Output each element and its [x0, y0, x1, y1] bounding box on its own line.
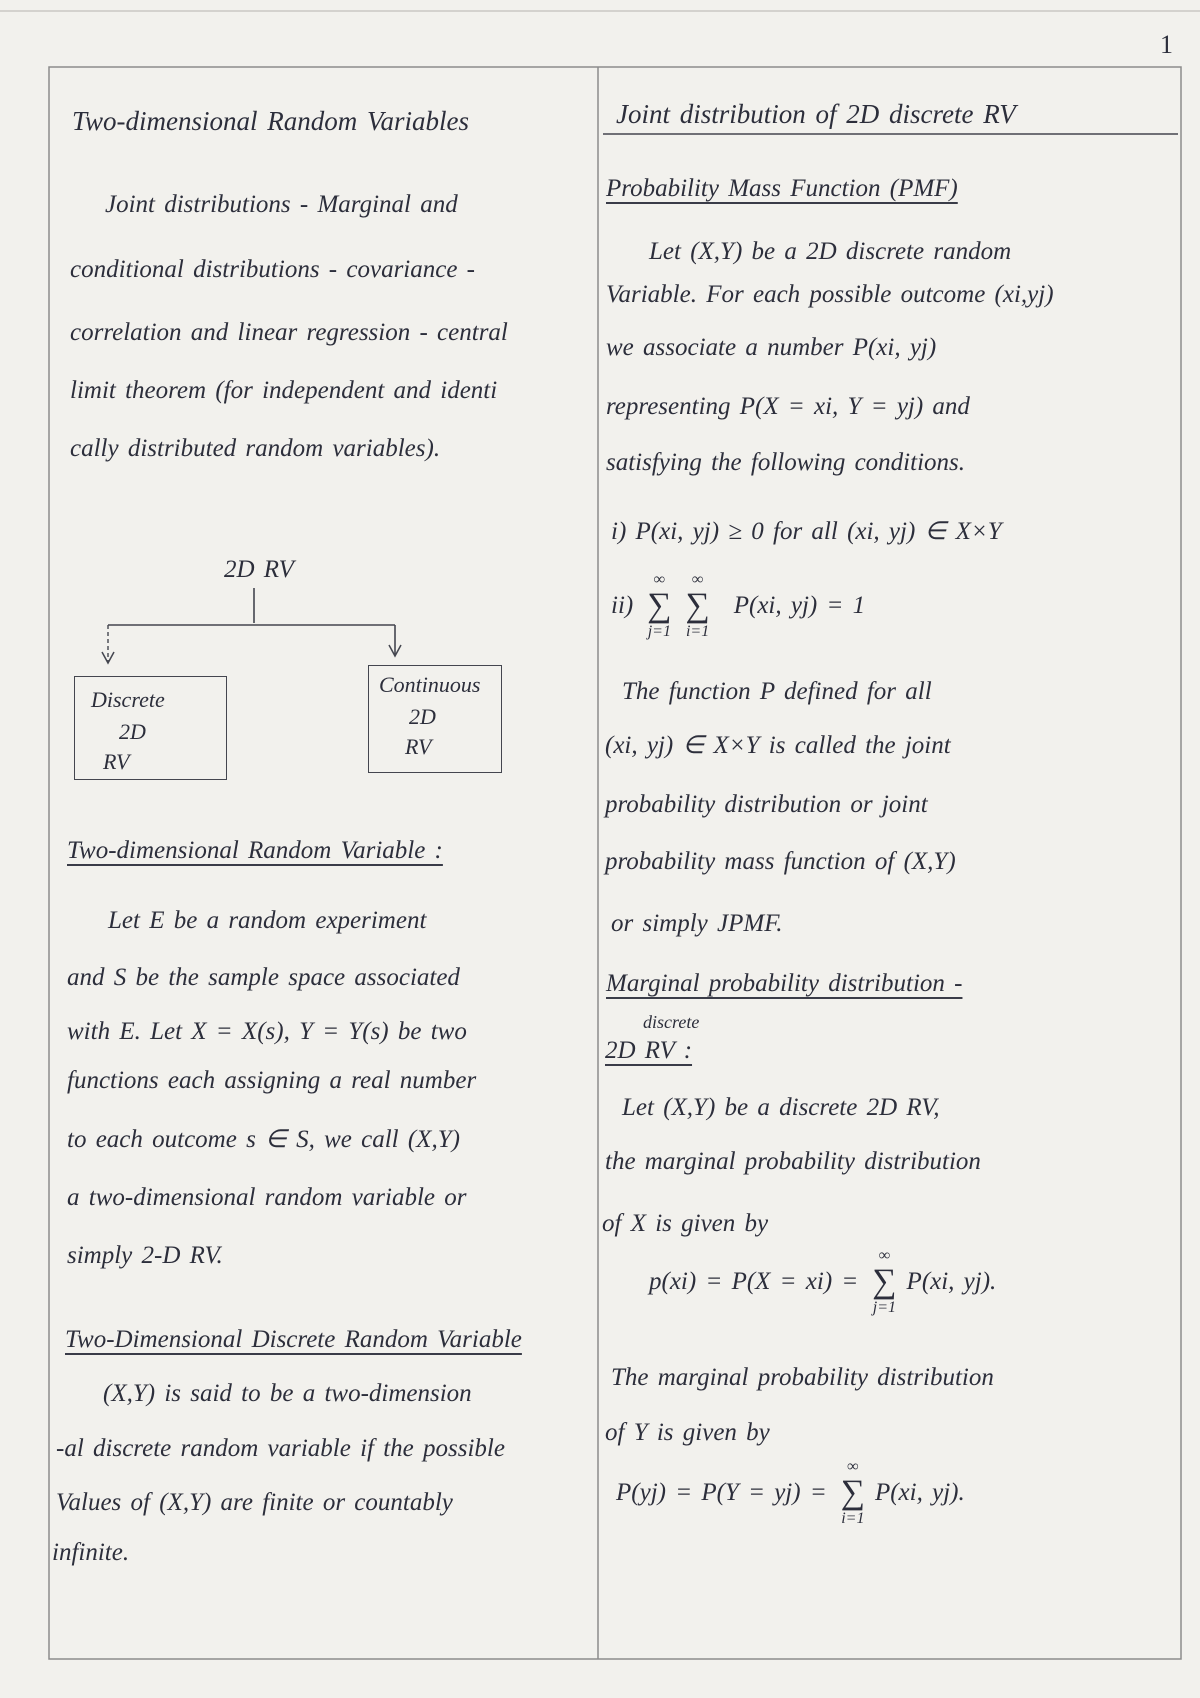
marginal-x-line: Let (X,Y) be a discrete 2D RV, [622, 1094, 940, 1121]
pmf-line: Let (X,Y) be a 2D discrete random [649, 238, 1012, 265]
summation [647, 571, 671, 641]
sum-lower-limit: j=1 [647, 623, 671, 640]
jpmf-line: or simply JPMF. [611, 910, 783, 937]
intro-line: limit theorem (for independent and identi [70, 377, 498, 404]
summation [872, 1247, 896, 1317]
jpmf-line: The function P defined for all [622, 678, 932, 705]
rv-line: and S be the sample space associated [67, 964, 460, 991]
marginal-x-formula [649, 1247, 1006, 1317]
sigma-symbol: ∑ [840, 1474, 865, 1511]
pmf-line: we associate a number P(xi, yj) [606, 334, 937, 361]
intro-line: cally distributed random variables). [70, 435, 441, 462]
discrete-line: infinite. [52, 1539, 130, 1566]
discrete-rv-heading: Two-Dimensional Discrete Random Variable [65, 1326, 522, 1353]
pmf-line: representing P(X = xi, Y = yj) and [606, 393, 970, 420]
sum-upper-limit: ∞ [847, 1458, 859, 1475]
summation [685, 571, 709, 641]
marginal-x-line: of X is given by [602, 1210, 769, 1237]
discrete-line: -al discrete random variable if the possible [56, 1435, 505, 1462]
sum-lower-limit: j=1 [872, 1299, 897, 1316]
sum-upper-limit: ∞ [878, 1247, 891, 1264]
rv-line: to each outcome s ∈ S, we call (X,Y) [67, 1126, 460, 1153]
condition-2-label: ii) [611, 592, 634, 619]
formula-lhs: P(yj) = P(Y = yj) = [616, 1479, 827, 1506]
rv-line: functions each assigning a real number [67, 1067, 477, 1094]
box-line: Discrete [91, 687, 165, 712]
discrete-rv-box [74, 676, 227, 780]
pmf-line: Variable. For each possible outcome (xi,yj) [606, 281, 1054, 308]
marginal-heading: Marginal probability distribution - [606, 970, 963, 997]
diagram-root-label: 2D RV [224, 556, 294, 583]
intro-line: conditional distributions - covariance - [70, 256, 476, 283]
intro-line: correlation and linear regression - central [70, 319, 508, 346]
formula-rhs: P(xi, yj). [874, 1479, 965, 1506]
rv-heading: Two-dimensional Random Variable : [67, 837, 443, 864]
marginal-heading-end: 2D RV : [605, 1037, 693, 1064]
sigma-symbol: ∑ [685, 587, 710, 624]
condition-2-body: P(xi, yj) = 1 [733, 592, 866, 619]
marginal-y-line: The marginal probability distribution [611, 1364, 994, 1391]
marginal-heading-note: discrete [643, 1012, 700, 1032]
sum-lower-limit: i=1 [841, 1510, 865, 1527]
box-line: 2D [119, 719, 146, 744]
pmf-line: satisfying the following conditions. [606, 449, 965, 476]
box-line: 2D [409, 704, 436, 729]
marginal-y-line: of Y is given by [605, 1419, 770, 1446]
rv-line: a two-dimensional random variable or [67, 1184, 467, 1211]
page-number: 1 [1160, 30, 1173, 59]
condition-1: i) P(xi, yj) ≥ 0 for all (xi, yj) ∈ X×Y [611, 518, 1002, 545]
box-line: Continuous [379, 672, 481, 697]
continuous-rv-box [368, 665, 502, 773]
left-title: Two-dimensional Random Variables [72, 106, 469, 136]
discrete-line: (X,Y) is said to be a two-dimension [103, 1380, 472, 1407]
summation [841, 1458, 865, 1528]
discrete-line: Values of (X,Y) are finite or countably [56, 1489, 453, 1516]
pmf-heading: Probability Mass Function (PMF) [606, 175, 958, 202]
rv-line: Let E be a random experiment [108, 907, 427, 934]
marginal-y-formula [616, 1458, 975, 1528]
jpmf-line: (xi, yj) ∈ X×Y is called the joint [605, 732, 951, 759]
sum-lower-limit: i=1 [685, 623, 710, 640]
rv-line: simply 2-D RV. [67, 1242, 223, 1269]
sigma-symbol: ∑ [647, 587, 672, 624]
marginal-x-line: the marginal probability distribution [605, 1148, 981, 1175]
right-title: Joint distribution of 2D discrete RV [616, 99, 1016, 129]
intro-line: Joint distributions - Marginal and [105, 191, 458, 218]
formula-rhs: P(xi, yj). [906, 1268, 997, 1295]
sum-upper-limit: ∞ [653, 571, 666, 588]
jpmf-line: probability distribution or joint [605, 791, 928, 818]
formula-lhs: p(xi) = P(X = xi) = [649, 1268, 859, 1295]
sigma-symbol: ∑ [872, 1263, 897, 1300]
box-line: RV [103, 749, 130, 774]
sum-upper-limit: ∞ [691, 571, 704, 588]
jpmf-line: probability mass function of (X,Y) [605, 848, 956, 875]
condition-2-formula [611, 571, 875, 641]
box-line: RV [405, 734, 432, 759]
rv-line: with E. Let X = X(s), Y = Y(s) be two [67, 1018, 467, 1045]
